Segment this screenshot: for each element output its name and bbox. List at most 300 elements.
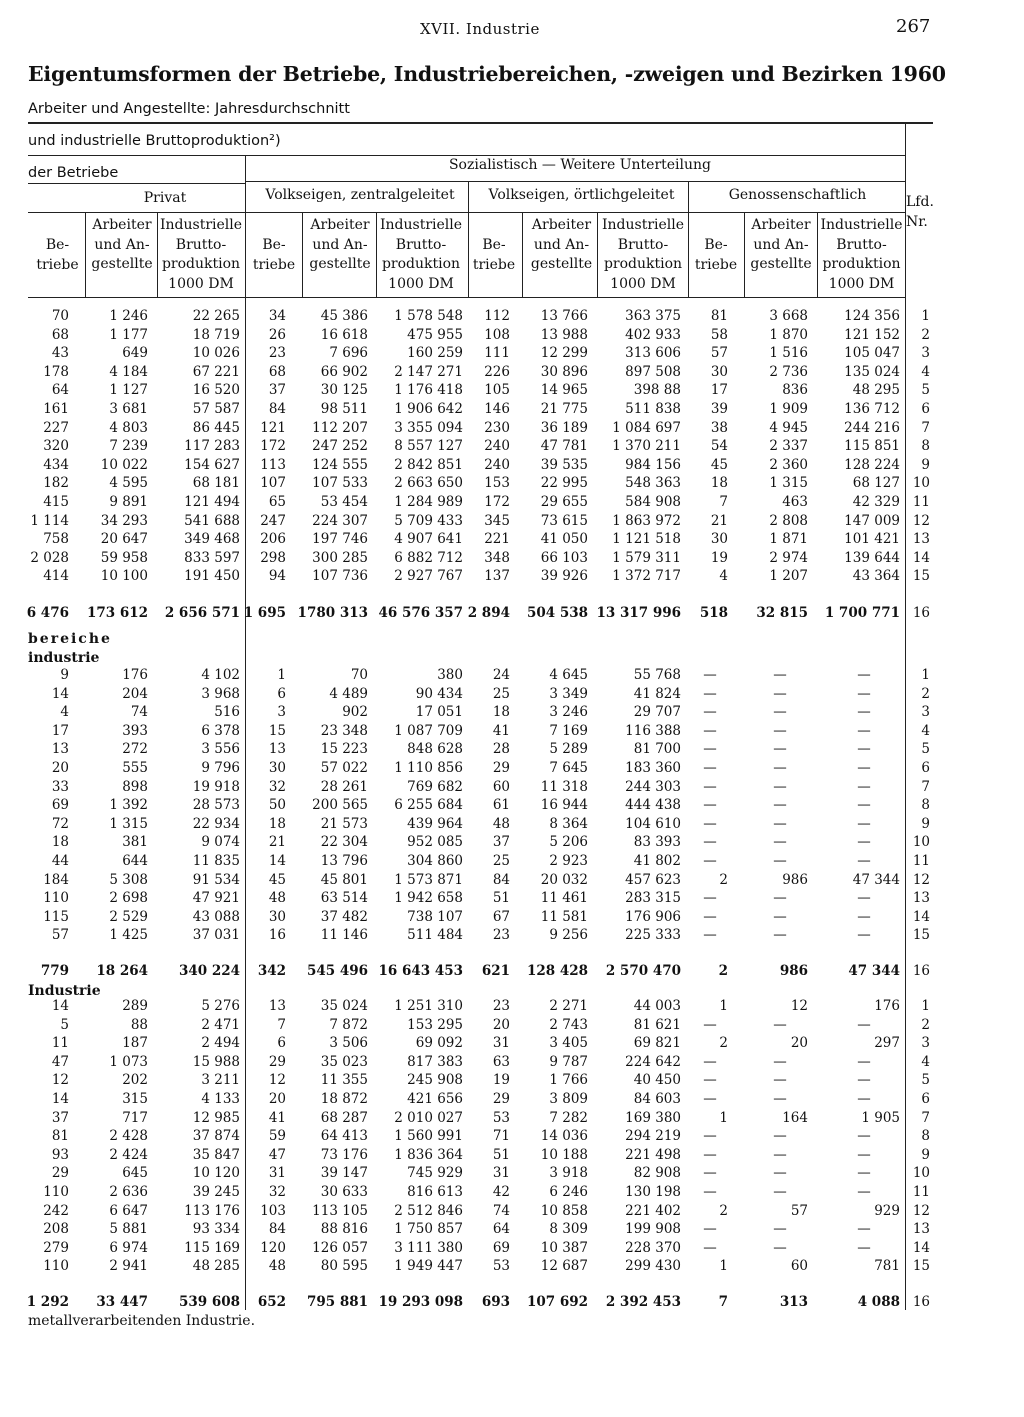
table-cell: — [703,797,717,814]
table-cell: — [857,1072,871,1089]
table-cell: 2 927 767 [394,568,463,585]
table-cell: 81 621 [633,1016,681,1033]
table-cell: 1 578 548 [394,308,463,324]
section-label: bereiche [28,631,112,647]
table-cell: 39 245 [192,1184,240,1200]
table-cell: 1 207 [769,568,808,585]
table-row [28,1017,933,1035]
rule-header-2 [245,181,905,182]
page-number: 267 [896,16,931,37]
table-cell: — [773,1072,787,1089]
table-cell: 121 152 [844,326,900,343]
table-cell: — [703,722,717,739]
table-cell: 221 [484,531,510,548]
table-cell: 1 560 991 [394,1128,463,1145]
row-number: 15 [912,927,930,944]
table-cell: 644 [122,853,148,869]
table-cell: 39 147 [320,1165,368,1182]
table-cell: 59 [268,1128,286,1145]
table-cell: 2 808 [769,512,808,529]
table-cell: 1 871 [769,531,808,548]
row-number: 9 [921,1146,930,1163]
table-cell: 363 375 [625,308,681,324]
table-cell: 4 945 [769,419,808,436]
table-cell: 41 802 [633,853,681,869]
rule-top [28,122,933,124]
table-cell: 8 309 [549,1221,588,1238]
table-cell: 2 471 [201,1016,240,1033]
table-cell: 68 181 [192,475,240,492]
table-cell: 1 516 [769,345,808,362]
table-cell: 83 393 [633,834,681,851]
table-cell: 2 428 [109,1128,148,1145]
table-cell: 4 184 [109,363,148,380]
table-cell: 21 [268,834,286,851]
table-cell: — [703,741,717,758]
row-number: 11 [912,494,930,510]
table-cell: 13 [268,741,286,758]
col-header-arbeiter: Arbeiter und An- gestellte [530,217,593,272]
table-cell: 137 [484,568,510,585]
table-cell: — [703,778,717,795]
table-cell: — [703,1072,717,1089]
table-cell: 6 476 [26,605,69,621]
row-number: 16 [912,605,930,621]
table-cell: — [773,1091,787,1107]
rule-v [157,212,158,297]
table-cell: 3 [277,704,286,721]
table-cell: — [773,890,787,907]
table-cell: 511 838 [625,401,681,417]
table-cell: 12 687 [540,1258,588,1275]
table-cell: 1 127 [109,382,148,399]
table-cell: — [773,1239,787,1256]
table-cell: 19 [492,1072,510,1089]
table-cell: — [703,1221,717,1238]
table-cell: — [857,797,871,814]
table-cell: 3 968 [201,685,240,702]
table-cell: 717 [122,1109,148,1126]
table-cell: 33 447 [96,1294,148,1310]
table-cell: 135 024 [844,363,900,380]
table-cell: 36 189 [540,419,588,436]
table-cell: 81 700 [633,741,681,758]
table-cell: 60 [492,778,510,795]
table-cell: 9 [60,667,69,683]
table-cell: 48 [268,890,286,907]
table-cell: 7 872 [329,1016,368,1033]
table-cell: 769 682 [407,778,463,795]
table-cell: 11 461 [540,890,588,907]
table-cell: — [773,927,787,944]
row-number: 11 [912,1184,930,1200]
table-cell: — [773,1184,787,1200]
table-cell: 2 [718,963,728,979]
table-cell: 1 [277,667,286,683]
table-cell: 1 315 [109,815,148,832]
table-cell: 73 176 [320,1146,368,1163]
table-cell: 19 [710,549,728,566]
table-cell: 82 908 [633,1165,681,1182]
table-cell: — [773,741,787,758]
col-header-betriebe: Be- triebe [36,237,79,273]
table-cell: 44 003 [633,998,681,1014]
table-row [28,909,933,927]
table-cell: 2 512 846 [394,1202,463,1219]
table-cell: 2 736 [769,363,808,380]
table-cell: 41 [492,722,510,739]
table-cell: — [857,1184,871,1200]
col-header-produktion: Industrielle Brutto- produktion 1000 DM [820,217,903,292]
table-cell: 80 595 [320,1258,368,1275]
table-cell: — [773,760,787,776]
rule-v [302,212,303,297]
table-cell: 320 [43,438,69,455]
section-label: industrie [28,650,100,666]
table-cell: 421 656 [407,1091,463,1107]
table-cell: — [773,1128,787,1145]
table-cell: 12 [51,1072,69,1089]
table-row [28,494,933,512]
col-header-produktion: Industrielle Brutto- produktion 1000 DM [159,217,243,292]
table-cell: 130 198 [625,1184,681,1200]
rule-v [817,212,818,297]
table-cell: 57 [51,927,69,944]
table-cell: 1 372 717 [612,568,681,585]
table-cell: 2 392 453 [605,1294,681,1310]
table-cell: 898 [122,778,148,795]
table-cell: 183 360 [625,760,681,776]
table-cell: 44 [51,853,69,869]
table-cell: 39 535 [540,456,588,473]
table-cell: 3 809 [549,1091,588,1107]
table-cell: — [857,667,871,683]
table-cell: 833 597 [184,549,240,566]
page-title: Eigentumsformen der Betriebe, Industriebereichen, -zweigen und Bezirken 1960 [28,62,946,86]
row-number: 11 [912,853,930,869]
table-cell: 110 [43,890,69,907]
table-cell: 182 [43,475,69,492]
table-cell: — [703,908,717,925]
table-row [28,475,933,493]
table-row [28,816,933,834]
table-cell: 47 [51,1053,69,1070]
table-cell: — [703,1091,717,1107]
table-cell: 16 618 [320,326,368,343]
table-cell: 1 573 871 [394,871,463,888]
table-row [28,1184,933,1202]
table-cell: — [703,927,717,944]
table-cell: 230 [484,419,510,436]
table-cell: 120 [260,1239,286,1256]
table-cell: 548 363 [625,475,681,492]
table-cell: 463 [782,494,808,510]
table-cell: 13 [268,998,286,1014]
table-cell: — [857,908,871,925]
table-cell: 1 121 518 [612,531,681,548]
table-cell: 47 344 [848,963,900,979]
table-cell: 298 [260,549,286,566]
table-cell: 173 612 [86,605,148,621]
table-row [28,723,933,741]
table-cell: 13 [51,741,69,758]
table-cell: 10 100 [100,568,148,585]
table-cell: 10 022 [100,456,148,473]
table-cell: 40 450 [633,1072,681,1089]
table-cell: 1 084 697 [612,419,681,436]
table-cell: — [857,1053,871,1070]
table-cell: 29 655 [540,494,588,510]
table-cell: 161 [43,401,69,417]
rule-v [85,212,86,297]
table-cell: 283 315 [625,890,681,907]
table-cell: 300 285 [312,549,368,566]
table-cell: 61 [492,797,510,814]
table-cell: 4 102 [201,667,240,683]
row-number: 3 [921,1035,930,1052]
row-number: 13 [912,531,930,548]
table-cell: 124 555 [312,456,368,473]
table-cell: 1 370 211 [612,438,681,455]
table-cell: 2 494 [201,1035,240,1052]
table-cell: 952 085 [407,834,463,851]
table-cell: — [703,853,717,869]
table-cell: 2 [719,1202,728,1219]
table-cell: 70 [350,667,368,683]
table-row [28,741,933,759]
table-cell: 2 894 [467,605,510,621]
row-number: 12 [912,1202,930,1219]
table-cell: 121 [260,419,286,436]
table-cell: 279 [43,1239,69,1256]
table-cell: 745 929 [407,1165,463,1182]
table-row [28,420,933,438]
table-cell: 1 949 447 [394,1258,463,1275]
table-cell: 11 146 [320,927,368,944]
table-cell: 48 [268,1258,286,1275]
table-cell: 172 [260,438,286,455]
table-cell: 169 380 [625,1109,681,1126]
table-row [28,382,933,400]
table-cell: 7 [719,494,728,510]
row-number: 6 [921,401,930,417]
table-row [28,513,933,531]
table-cell: 227 [43,419,69,436]
table-cell: 340 224 [178,963,240,979]
table-row [28,779,933,797]
row-number: 13 [912,890,930,907]
table-row [28,760,933,778]
table-cell: 6 [277,685,286,702]
table-row [28,1128,933,1146]
table-cell: 32 [268,778,286,795]
table-cell: 70 [51,308,69,324]
table-cell: 10 387 [540,1239,588,1256]
table-cell: 3 918 [549,1165,588,1182]
table-cell: 4 [60,704,69,721]
table-cell: 31 [492,1165,510,1182]
table-cell: 5 206 [549,834,588,851]
col-header-arbeiter: Arbeiter und An- gestellte [750,217,812,272]
table-cell: — [773,704,787,721]
table-row [28,364,933,382]
table-cell: 37 [51,1109,69,1126]
table-cell: — [857,853,871,869]
table-cell: 115 169 [184,1239,240,1256]
table-cell: 17 [51,722,69,739]
table-cell: — [857,1221,871,1238]
row-number: 1 [921,667,930,683]
table-cell: 434 [43,456,69,473]
table-cell: 42 329 [852,494,900,510]
table-cell: 7 696 [329,345,368,362]
table-cell: 5 709 433 [394,512,463,529]
table-cell: 20 [492,1016,510,1033]
table-cell: 11 835 [192,853,240,869]
col-header-betriebe: Be- triebe [252,237,296,273]
table-cell: 245 908 [407,1072,463,1089]
table-cell: 208 [43,1221,69,1238]
table-cell: 17 [710,382,728,399]
lfd-nr-header: Lfd. Nr. [906,194,934,230]
table-cell: 23 348 [320,722,368,739]
table-row [28,1110,933,1128]
table-cell: 2 337 [769,438,808,455]
table-cell: 14 [51,685,69,702]
table-cell: 84 [268,401,286,417]
table-cell: 18 719 [192,326,240,343]
table-cell: 8 364 [549,815,588,832]
table-cell: — [857,1146,871,1163]
table-cell: — [857,685,871,702]
table-row [28,327,933,345]
table-cell: 226 [484,363,510,380]
table-row [28,890,933,908]
table-cell: 12 [790,998,808,1014]
table-cell: — [857,1128,871,1145]
chapter-heading: XVII. Industrie [420,20,540,38]
table-cell: 68 [51,326,69,343]
table-cell: 7 282 [549,1109,588,1126]
table-cell: 71 [492,1128,510,1145]
table-cell: 247 [260,512,286,529]
table-cell: 1 284 989 [394,494,463,510]
table-cell: 457 623 [625,871,681,888]
table-cell: 518 [699,605,728,621]
table-cell: 1 176 418 [394,382,463,399]
table-cell: 20 032 [540,871,588,888]
table-cell: — [773,1146,787,1163]
table-cell: 1 [719,1258,728,1275]
table-cell: 73 615 [540,512,588,529]
table-cell: — [703,1128,717,1145]
table-cell: 28 573 [192,797,240,814]
table-cell: 986 [782,871,808,888]
table-cell: 93 [51,1146,69,1163]
table-cell: 69 092 [415,1035,463,1052]
table-cell: 39 926 [540,568,588,585]
table-cell: 94 [268,568,286,585]
row-number: 15 [912,568,930,585]
table-cell: 38 [710,419,728,436]
table-cell: 380 [437,667,463,683]
table-cell: 45 [268,871,286,888]
table-cell: 81 [51,1128,69,1145]
table-cell: — [773,815,787,832]
table-cell: 315 [122,1091,148,1107]
table-cell: 39 [710,401,728,417]
table-cell: 294 219 [625,1128,681,1145]
row-number: 3 [921,704,930,721]
table-cell: 1 292 [26,1294,69,1310]
table-cell: 110 [43,1258,69,1275]
table-cell: 4 [719,568,728,585]
table-cell: 393 [122,722,148,739]
table-cell: 4 803 [109,419,148,436]
table-cell: 154 627 [184,456,240,473]
table-cell: 35 024 [320,998,368,1014]
table-cell: 2 923 [549,853,588,869]
table-cell: 10 026 [192,345,240,362]
table-cell: 115 [43,908,69,925]
table-cell: 13 796 [320,853,368,869]
table-cell: 113 176 [184,1202,240,1219]
table-cell: 28 [492,741,510,758]
table-cell: 16 944 [540,797,588,814]
table-cell: 349 468 [184,531,240,548]
table-cell: 88 816 [320,1221,368,1238]
table-cell: 117 283 [184,438,240,455]
table-cell: 5 276 [201,998,240,1014]
table-cell: 693 [481,1294,510,1310]
table-cell: 126 057 [312,1239,368,1256]
table-cell: 781 [874,1258,900,1275]
table-cell: 313 606 [625,345,681,362]
table-cell: 115 851 [844,438,900,455]
table-row [28,550,933,568]
table-cell: 1 695 [243,605,286,621]
table-cell: 63 514 [320,890,368,907]
table-cell: 929 [874,1202,900,1219]
table-cell: 738 107 [407,908,463,925]
table-cell: 1 766 [549,1072,588,1089]
table-cell: 19 918 [192,778,240,795]
row-number: 5 [921,1072,930,1089]
table-cell: 68 287 [320,1109,368,1126]
table-cell: 5 [60,1016,69,1033]
table-cell: 30 [268,908,286,925]
table-cell: — [773,908,787,925]
table-cell: 41 [268,1109,286,1126]
table-cell: 16 520 [192,382,240,399]
row-number: 6 [921,760,930,776]
table-row [28,1240,933,1258]
table-row [28,1203,933,1221]
table-cell: 47 [268,1146,286,1163]
table-cell: 47 344 [852,871,900,888]
table-cell: 48 [492,815,510,832]
table-cell: 2 028 [30,549,69,566]
table-cell: 1780 313 [297,605,368,621]
row-number: 16 [912,963,930,979]
row-number: 8 [921,1128,930,1145]
table-cell: 221 402 [625,1202,681,1219]
table-cell: 652 [257,1294,286,1310]
table-cell: 758 [43,531,69,548]
table-cell: 3 556 [201,741,240,758]
table-cell: — [703,815,717,832]
table-cell: 69 821 [633,1035,681,1052]
